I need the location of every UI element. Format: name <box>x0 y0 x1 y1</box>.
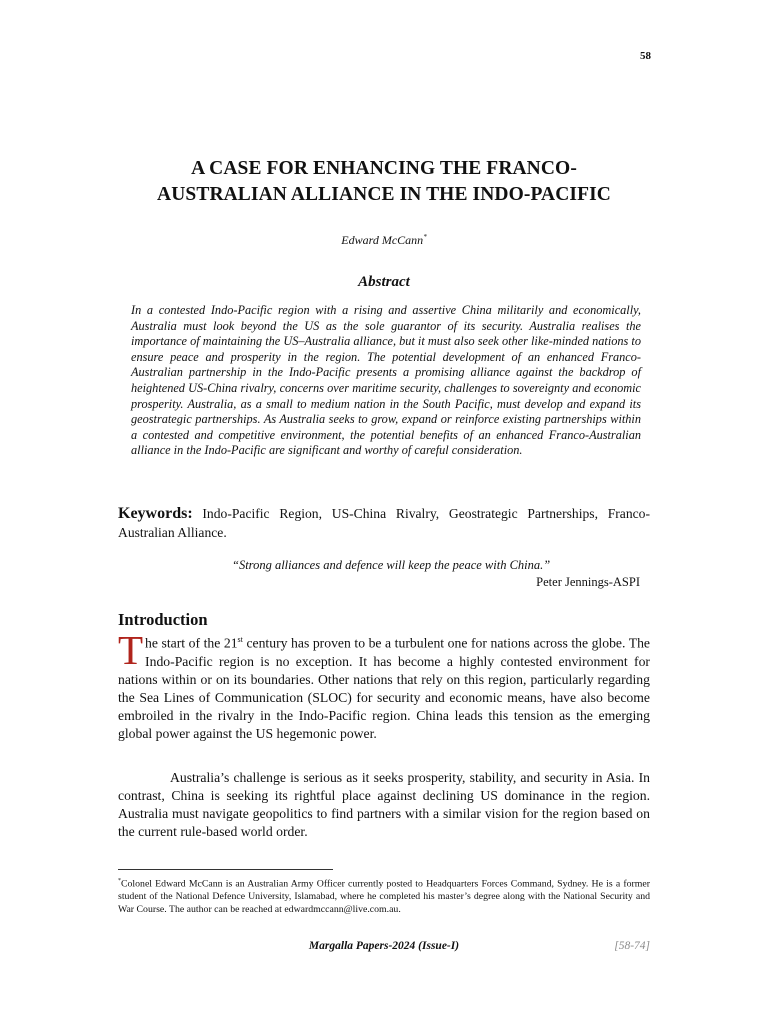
abstract-heading: Abstract <box>358 274 410 290</box>
epigraph-source: Peter Jennings-ASPI <box>536 575 640 589</box>
author-footnote-mark: * <box>423 233 427 241</box>
intro-text-start: he start of the 21 <box>145 635 238 651</box>
keywords-list: Indo-Pacific Region, US-China Rivalry, Geostrategic Partnerships, Franco-Australian Alliance. <box>118 506 650 540</box>
author-name: Edward McCann <box>341 233 424 247</box>
footnote-mark: * <box>118 878 121 884</box>
page-number: 58 <box>640 50 651 62</box>
page-range: [58-74] <box>614 940 650 952</box>
introduction-heading: Introduction <box>118 610 208 629</box>
footnote <box>118 875 650 916</box>
title-line-1: A CASE FOR ENHANCING THE FRANCO- <box>191 158 577 179</box>
footnote-divider <box>118 869 333 870</box>
abstract-text: In a contested Indo-Pacific region with a rising and assertive China militarily and economically, Australia must look beyond the US as the sole guarantor of its security. Australia realises the importance of maintaining the US–Australia alliance, but it must also seek other like-minded nations to ensure peace and prosperity in the region. The potential development of an enhanced Franco-Australian partnership in the Indo-Pacific presents a promising alliance against the backdrop of heightened US-China rivalry, concerns over maritime security, challenges to sovereignty and economic prosperity. Australia, as a small to medium nation in the South Pacific, must develop and expand its geostrategic partnerships. As Australia seeks to grow, expand or reinforce existing partnerships within a contested and competitive environment, the potential benefits of an enhanced Franco-Australian alliance in the Indo-Pacific are significant and worthy of careful consideration. <box>131 303 641 458</box>
paper-title <box>118 156 650 208</box>
footnote-text: Colonel Edward McCann is an Australian Army Officer currently posted to Headquarters Forces Command, Sydney. He is a former student of the National Defence University, Islamabad, where he completed his master’s degree along with the National Security and War Course. The author can be reached at edwardmccann@live.com.au. <box>118 878 650 916</box>
drop-cap: T <box>118 627 144 673</box>
intro-superscript: st <box>237 635 243 644</box>
introduction-paragraph-1 <box>118 627 651 743</box>
epigraph-quote: “Strong alliances and defence will keep the peace with China.” <box>232 558 551 572</box>
author-line <box>118 233 650 248</box>
introduction-paragraph-2: Australia’s challenge is serious as it seeks prosperity, stability, and security in Asia. In contrast, China is seeking its rightful place against declining US dominance in the region. Australia must navigate geopolitics to find partners with a similar vision for the region based on the current rule-based world order. <box>118 770 650 840</box>
keywords-label: Keywords: <box>118 505 193 522</box>
title-line-2: AUSTRALIAN ALLIANCE IN THE INDO-PACIFIC <box>157 184 611 205</box>
keywords-block <box>118 504 650 542</box>
journal-name: Margalla Papers-2024 (Issue-I) <box>308 940 460 952</box>
intro-text-rest: century has proven to be a turbulent one for nations across the globe. The Indo-Pacific region is no exception. It has become a highly contested environment for nations within or on its boundaries. Other nations that rely on this region, particularly regarding the Sea Lines of Communication (SLOC) for security and economic means, have also become embroiled in the rivalry in the Indo-Pacific region. China leads this tension as the emerging global power against the US hegemonic power. <box>118 635 651 742</box>
